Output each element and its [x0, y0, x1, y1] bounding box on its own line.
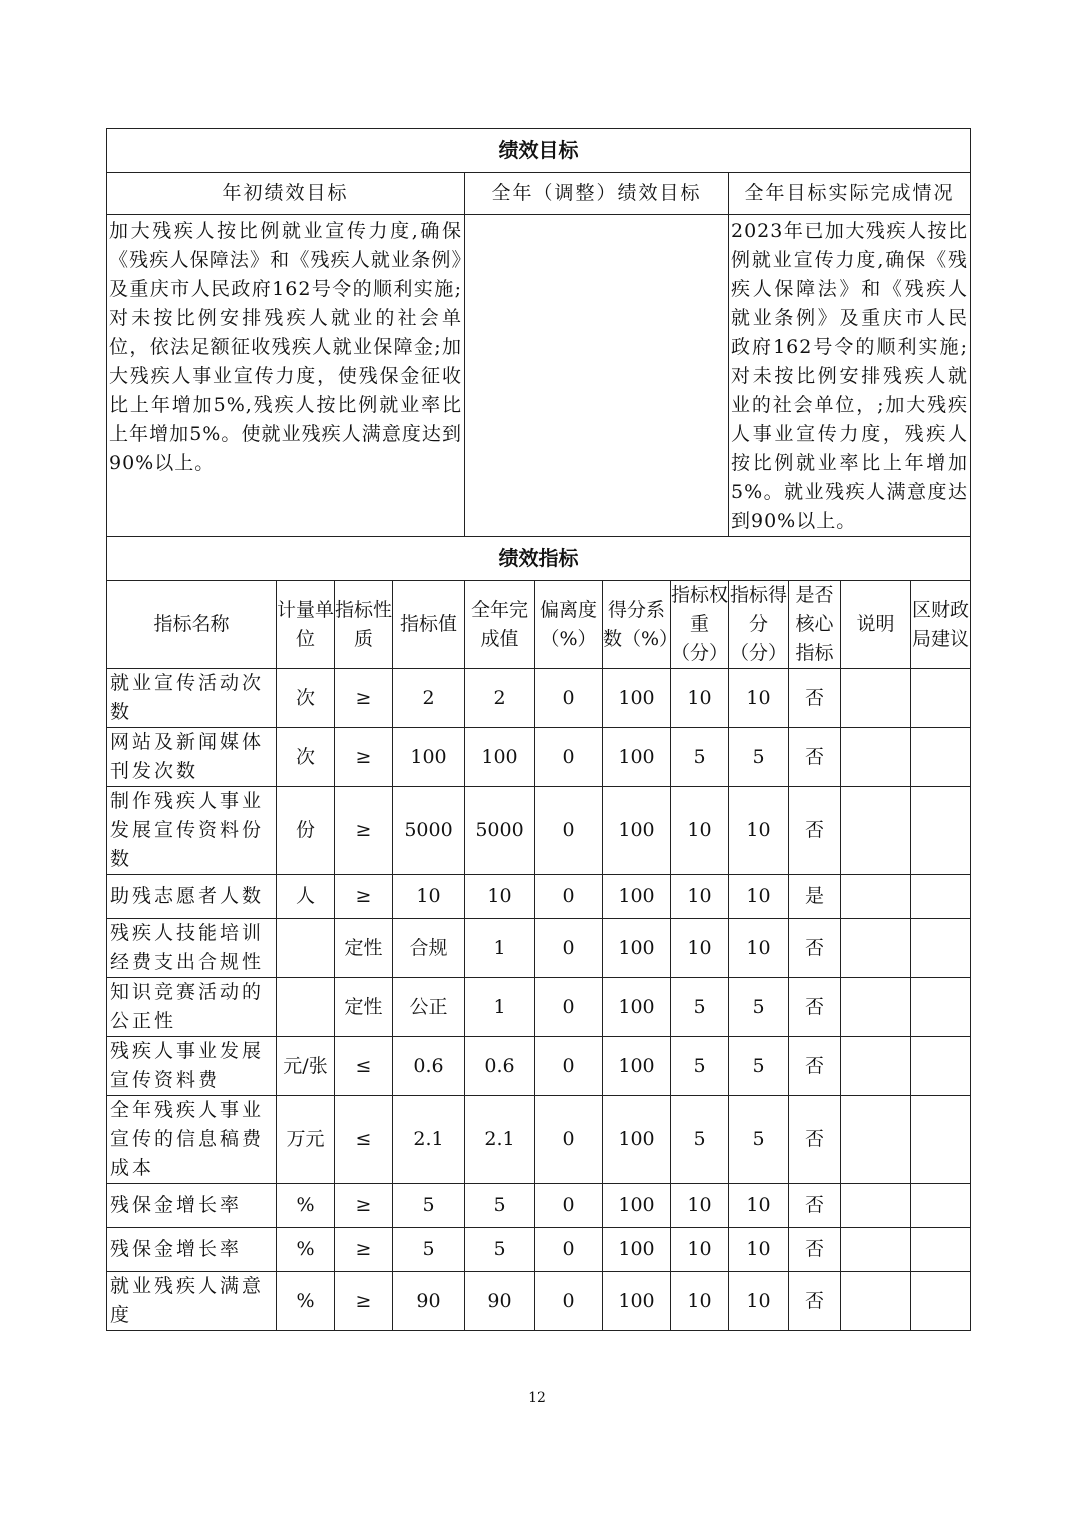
adjusted-goal-text	[465, 215, 729, 537]
cell-score-coefficient: 100	[603, 919, 671, 978]
table-row	[107, 669, 971, 728]
cell-completed-value: 100	[465, 728, 535, 787]
cell-indicator-name: 残疾人技能培训经费支出合规性	[107, 919, 277, 978]
header-is-core: 是否核心指标	[789, 581, 841, 669]
cell-nature: ≤	[335, 1037, 393, 1096]
cell-weight: 5	[671, 1037, 729, 1096]
cell-weight: 10	[671, 875, 729, 919]
cell-finance-bureau-advice	[911, 875, 971, 919]
cell-weight: 10	[671, 669, 729, 728]
cell-unit: %	[277, 1272, 335, 1331]
cell-score-coefficient: 100	[603, 669, 671, 728]
cell-deviation: 0	[535, 728, 603, 787]
goals-section-title: 绩效目标	[107, 129, 971, 173]
cell-score: 10	[729, 669, 789, 728]
goals-section	[107, 129, 971, 537]
cell-target-value: 2.1	[393, 1096, 465, 1184]
cell-target-value: 90	[393, 1272, 465, 1331]
cell-remarks	[841, 787, 911, 875]
cell-completed-value: 2	[465, 669, 535, 728]
cell-weight: 5	[671, 978, 729, 1037]
cell-deviation: 0	[535, 978, 603, 1037]
header-weight: 指标权重（分）	[671, 581, 729, 669]
cell-deviation: 0	[535, 875, 603, 919]
cell-target-value: 10	[393, 875, 465, 919]
cell-indicator-name: 网站及新闻媒体刊发次数	[107, 728, 277, 787]
cell-score-coefficient: 100	[603, 787, 671, 875]
cell-unit: 次	[277, 669, 335, 728]
cell-score-coefficient: 100	[603, 1184, 671, 1228]
cell-target-value: 公正	[393, 978, 465, 1037]
cell-deviation: 0	[535, 1272, 603, 1331]
cell-finance-bureau-advice	[911, 978, 971, 1037]
table-row	[107, 1228, 971, 1272]
cell-indicator-name: 残保金增长率	[107, 1184, 277, 1228]
cell-score-coefficient: 100	[603, 1272, 671, 1331]
adjusted-goal-header: 全年（调整）绩效目标	[465, 173, 729, 215]
cell-is-core: 否	[789, 1272, 841, 1331]
cell-deviation: 0	[535, 1228, 603, 1272]
cell-completed-value: 1	[465, 919, 535, 978]
cell-score-coefficient: 100	[603, 1037, 671, 1096]
cell-completed-value: 5000	[465, 787, 535, 875]
cell-nature: ≥	[335, 875, 393, 919]
table-row	[107, 1037, 971, 1096]
cell-nature: ≤	[335, 1096, 393, 1184]
header-score-coefficient: 得分系数（%）	[603, 581, 671, 669]
cell-is-core: 否	[789, 787, 841, 875]
cell-completed-value: 5	[465, 1228, 535, 1272]
cell-target-value: 100	[393, 728, 465, 787]
cell-score-coefficient: 100	[603, 1096, 671, 1184]
cell-is-core: 否	[789, 978, 841, 1037]
cell-score: 10	[729, 1272, 789, 1331]
indicator-rows	[107, 669, 971, 1331]
cell-score: 10	[729, 919, 789, 978]
header-nature: 指标性质	[335, 581, 393, 669]
cell-target-value: 2	[393, 669, 465, 728]
cell-indicator-name: 助残志愿者人数	[107, 875, 277, 919]
indicators-header-row	[107, 581, 971, 669]
table-row	[107, 919, 971, 978]
cell-score: 5	[729, 1096, 789, 1184]
cell-score: 10	[729, 787, 789, 875]
cell-score-coefficient: 100	[603, 875, 671, 919]
cell-completed-value: 2.1	[465, 1096, 535, 1184]
cell-unit: %	[277, 1228, 335, 1272]
indicators-section	[107, 537, 971, 669]
cell-indicator-name: 全年残疾人事业宣传的信息稿费成本	[107, 1096, 277, 1184]
header-deviation: 偏离度（%）	[535, 581, 603, 669]
cell-indicator-name: 就业宣传活动次数	[107, 669, 277, 728]
header-target-value: 指标值	[393, 581, 465, 669]
actual-completion-text: 2023年已加大残疾人按比例就业宣传力度,确保《残疾人保障法》和《残疾人就业条例》及重庆市人民政府162号令的顺利实施;对未按比例安排残疾人就业的社会单位，;加大残疾人事业宣传力度，残疾人按比例就业率比上年增加5%。就业残疾人满意度达到90%以上。	[729, 215, 971, 537]
table-row	[107, 728, 971, 787]
cell-indicator-name: 残疾人事业发展宣传资料费	[107, 1037, 277, 1096]
cell-remarks	[841, 1272, 911, 1331]
cell-completed-value: 90	[465, 1272, 535, 1331]
cell-is-core: 否	[789, 1184, 841, 1228]
cell-weight: 5	[671, 728, 729, 787]
initial-goal-header: 年初绩效目标	[107, 173, 465, 215]
cell-finance-bureau-advice	[911, 919, 971, 978]
cell-deviation: 0	[535, 787, 603, 875]
actual-completion-header: 全年目标实际完成情况	[729, 173, 971, 215]
cell-target-value: 5	[393, 1228, 465, 1272]
cell-nature: ≥	[335, 669, 393, 728]
cell-finance-bureau-advice	[911, 1228, 971, 1272]
cell-finance-bureau-advice	[911, 669, 971, 728]
cell-deviation: 0	[535, 669, 603, 728]
cell-remarks	[841, 919, 911, 978]
cell-unit: 元/张	[277, 1037, 335, 1096]
header-indicator-name: 指标名称	[107, 581, 277, 669]
table-row	[107, 1184, 971, 1228]
cell-deviation: 0	[535, 1184, 603, 1228]
cell-unit	[277, 978, 335, 1037]
cell-finance-bureau-advice	[911, 1096, 971, 1184]
cell-score: 5	[729, 1037, 789, 1096]
cell-weight: 10	[671, 1228, 729, 1272]
performance-report-page	[106, 128, 970, 1331]
cell-indicator-name: 就业残疾人满意度	[107, 1272, 277, 1331]
header-score: 指标得分（分）	[729, 581, 789, 669]
cell-weight: 5	[671, 1096, 729, 1184]
cell-target-value: 合规	[393, 919, 465, 978]
cell-completed-value: 0.6	[465, 1037, 535, 1096]
cell-is-core: 否	[789, 728, 841, 787]
cell-score-coefficient: 100	[603, 1228, 671, 1272]
cell-unit: 份	[277, 787, 335, 875]
cell-is-core: 否	[789, 669, 841, 728]
cell-unit	[277, 919, 335, 978]
cell-score-coefficient: 100	[603, 728, 671, 787]
cell-target-value: 5000	[393, 787, 465, 875]
header-completed-value: 全年完成值	[465, 581, 535, 669]
initial-goal-text: 加大残疾人按比例就业宣传力度,确保《残疾人保障法》和《残疾人就业条例》及重庆市人民政府162号令的顺利实施;对未按比例安排残疾人就业的社会单位，依法足额征收残疾人就业保障金;加大残疾人事业宣传力度，使残保金征收比上年增加5%,残疾人按比例就业率比上年增加5%。使就业残疾人满意度达到90%以上。	[107, 215, 465, 537]
cell-score: 5	[729, 728, 789, 787]
table-row	[107, 787, 971, 875]
cell-finance-bureau-advice	[911, 1184, 971, 1228]
cell-unit: 次	[277, 728, 335, 787]
cell-remarks	[841, 978, 911, 1037]
cell-finance-bureau-advice	[911, 787, 971, 875]
indicators-section-title: 绩效指标	[107, 537, 971, 581]
cell-indicator-name: 残保金增长率	[107, 1228, 277, 1272]
cell-remarks	[841, 1037, 911, 1096]
cell-score-coefficient: 100	[603, 978, 671, 1037]
cell-unit: 万元	[277, 1096, 335, 1184]
performance-table	[106, 128, 971, 1331]
cell-weight: 10	[671, 787, 729, 875]
header-remarks: 说明	[841, 581, 911, 669]
cell-target-value: 0.6	[393, 1037, 465, 1096]
page-number: 12	[528, 1390, 546, 1406]
cell-is-core: 是	[789, 875, 841, 919]
cell-completed-value: 10	[465, 875, 535, 919]
cell-nature: ≥	[335, 728, 393, 787]
cell-remarks	[841, 875, 911, 919]
cell-score: 10	[729, 1228, 789, 1272]
cell-nature: ≥	[335, 787, 393, 875]
cell-nature: 定性	[335, 919, 393, 978]
cell-weight: 10	[671, 1184, 729, 1228]
cell-score: 10	[729, 1184, 789, 1228]
cell-score: 10	[729, 875, 789, 919]
cell-remarks	[841, 1096, 911, 1184]
cell-indicator-name: 制作残疾人事业发展宣传资料份数	[107, 787, 277, 875]
table-row	[107, 1272, 971, 1331]
cell-indicator-name: 知识竞赛活动的公正性	[107, 978, 277, 1037]
header-finance-bureau-advice: 区财政局建议	[911, 581, 971, 669]
cell-remarks	[841, 728, 911, 787]
table-row	[107, 978, 971, 1037]
header-unit: 计量单位	[277, 581, 335, 669]
cell-finance-bureau-advice	[911, 1272, 971, 1331]
cell-unit: %	[277, 1184, 335, 1228]
cell-deviation: 0	[535, 919, 603, 978]
cell-completed-value: 5	[465, 1184, 535, 1228]
cell-nature: ≥	[335, 1184, 393, 1228]
cell-nature: 定性	[335, 978, 393, 1037]
table-row	[107, 875, 971, 919]
cell-deviation: 0	[535, 1037, 603, 1096]
cell-nature: ≥	[335, 1272, 393, 1331]
cell-unit: 人	[277, 875, 335, 919]
table-row	[107, 1096, 971, 1184]
cell-weight: 10	[671, 919, 729, 978]
cell-is-core: 否	[789, 1037, 841, 1096]
cell-weight: 10	[671, 1272, 729, 1331]
cell-is-core: 否	[789, 919, 841, 978]
cell-finance-bureau-advice	[911, 1037, 971, 1096]
cell-nature: ≥	[335, 1228, 393, 1272]
cell-remarks	[841, 1228, 911, 1272]
cell-completed-value: 1	[465, 978, 535, 1037]
cell-score: 5	[729, 978, 789, 1037]
cell-remarks	[841, 1184, 911, 1228]
cell-target-value: 5	[393, 1184, 465, 1228]
cell-is-core: 否	[789, 1096, 841, 1184]
cell-deviation: 0	[535, 1096, 603, 1184]
cell-is-core: 否	[789, 1228, 841, 1272]
cell-finance-bureau-advice	[911, 728, 971, 787]
cell-remarks	[841, 669, 911, 728]
